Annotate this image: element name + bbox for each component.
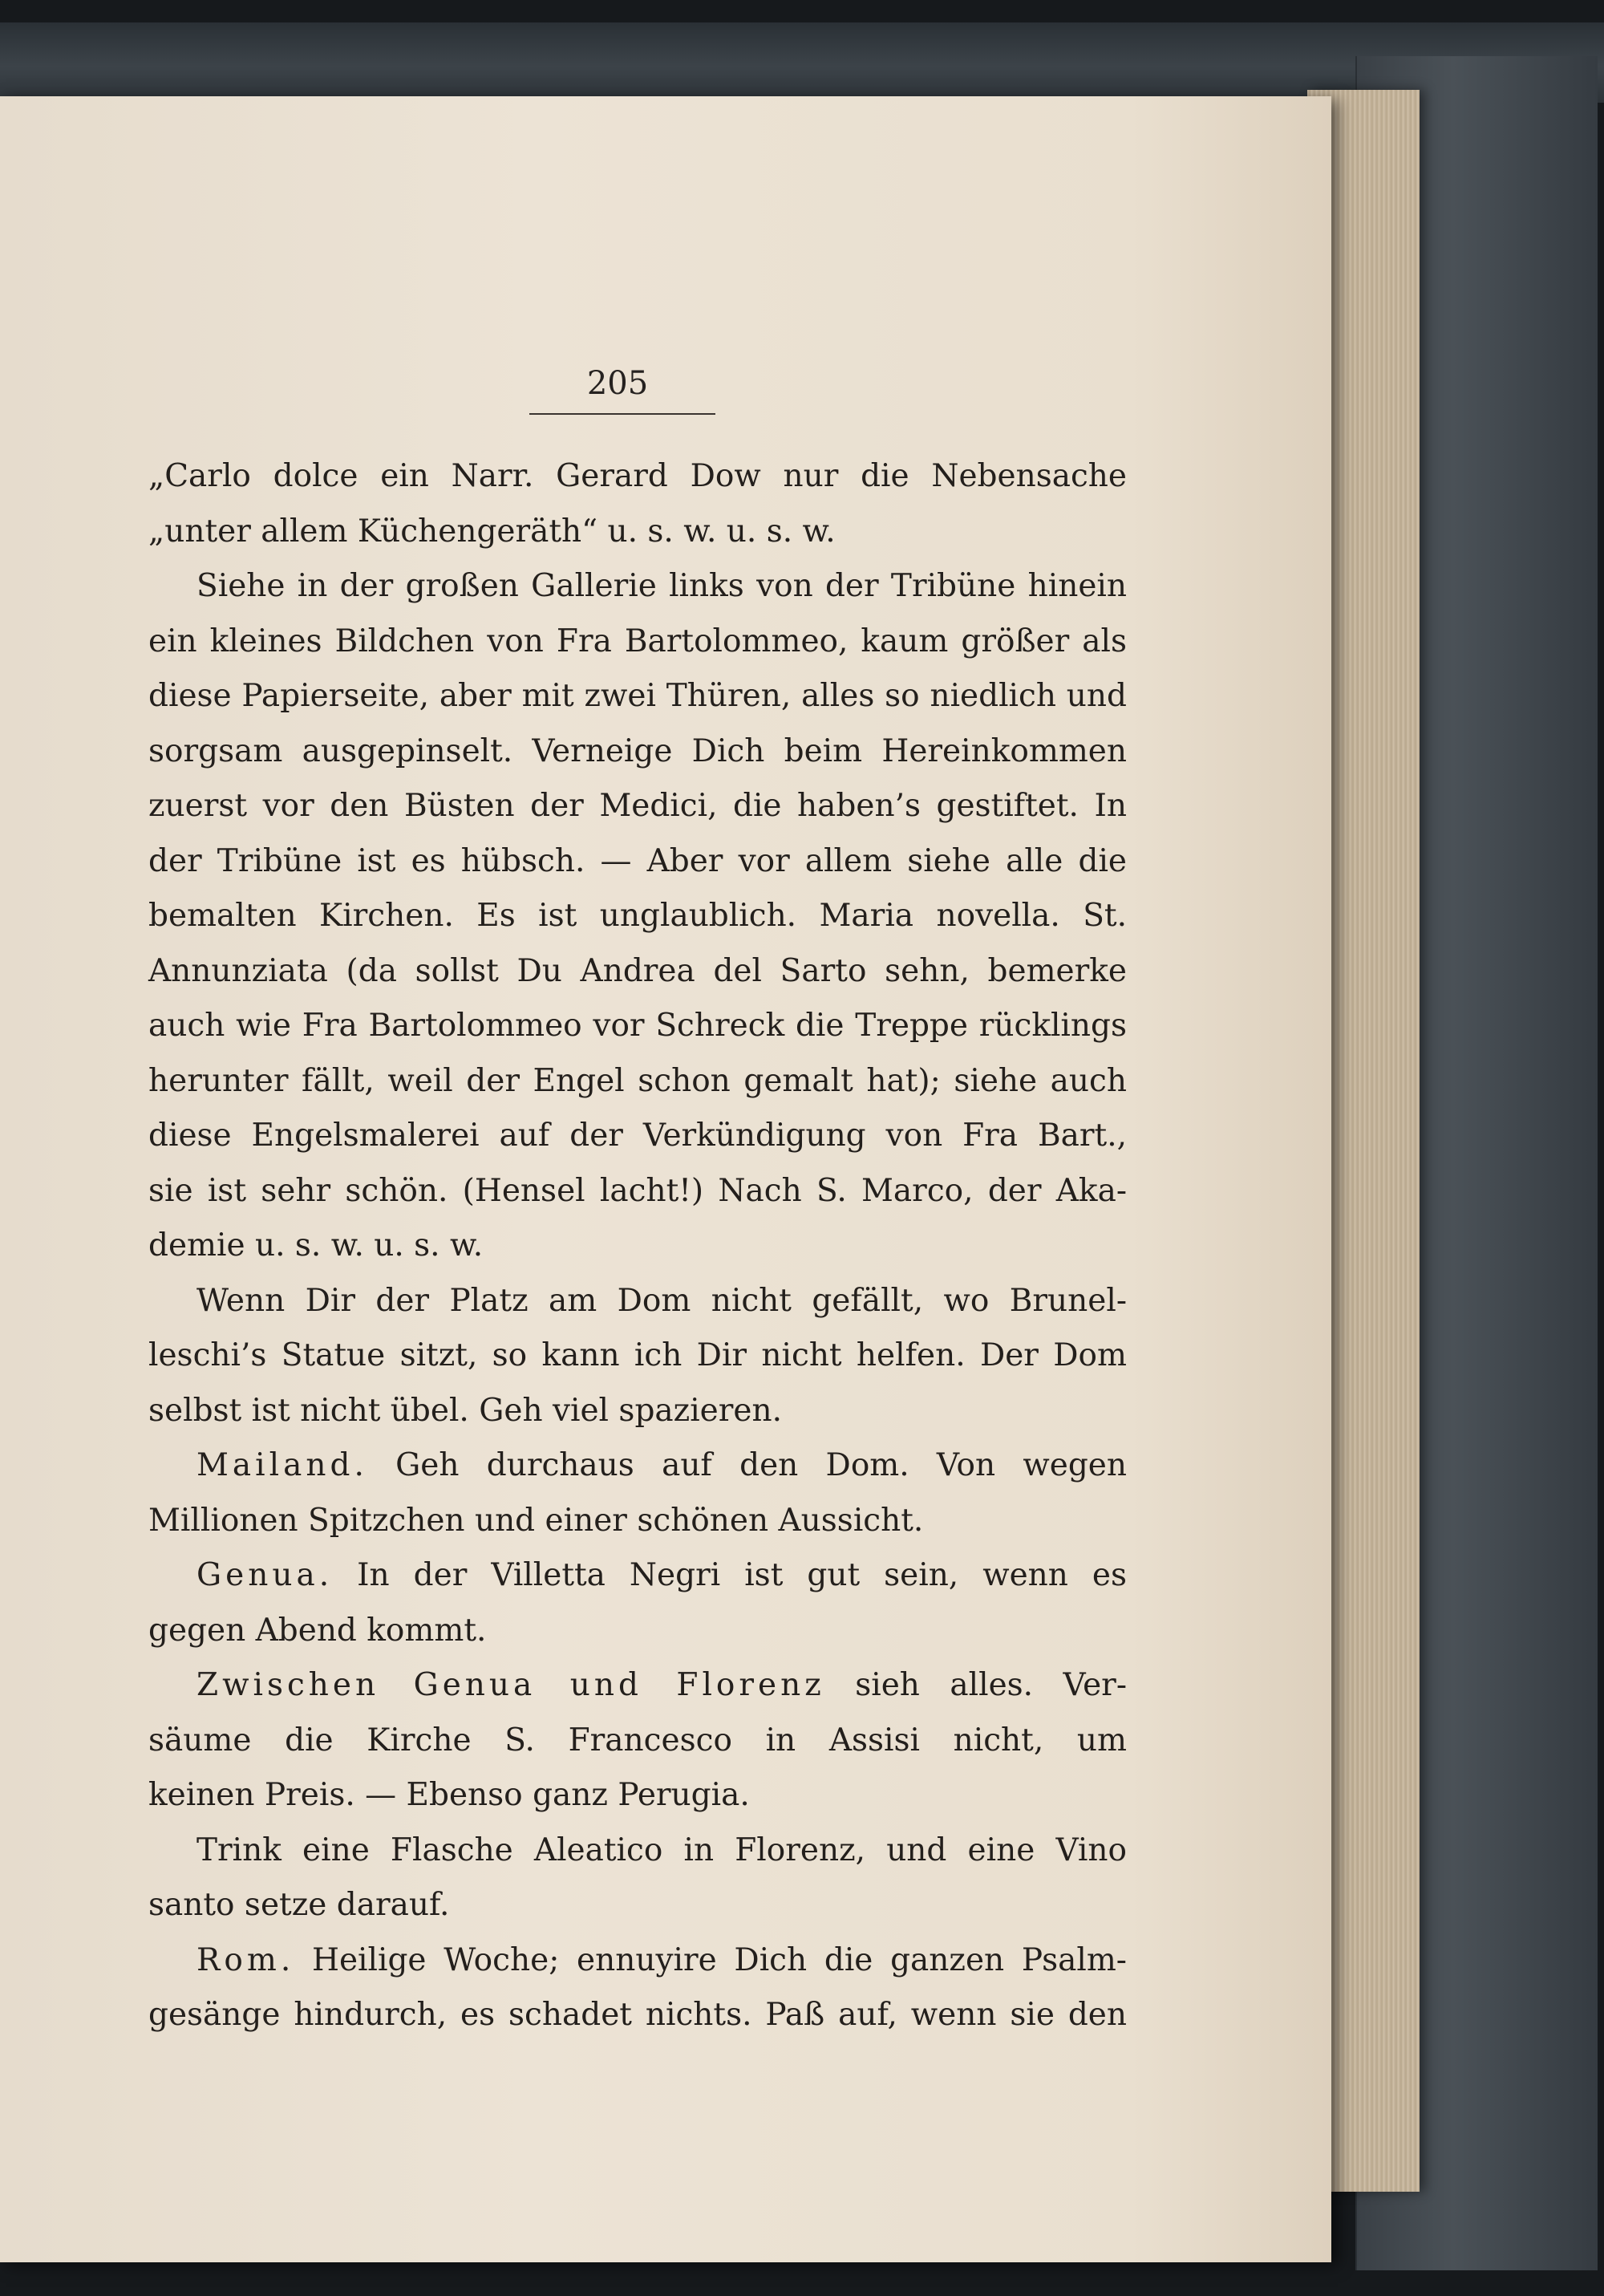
text-line: herunter fällt, weil der Engel schon gemalt hat); siehe auch [148,1062,1127,1099]
text-line: Annunziata (da sollst Du Andrea del Sarto sehn, bemerke [148,952,1127,989]
text-line: demie u. s. w. u. s. w. [148,1227,484,1264]
text-line: keinen Preis. — Ebenso ganz Perugia. [148,1777,750,1813]
text-line: diese Engelsmalerei auf der Verkündigung von Fra Bart., [148,1118,1127,1154]
text-line: Wenn Dir der Platz am Dom nicht gefällt, wo Brunel- [196,1282,1127,1319]
text-line: Mailand. Geh durchaus auf den Dom. Von wegen [196,1447,1127,1483]
text-line: der Tribüne ist es hübsch. — Aber vor allem siehe alle die [148,842,1127,879]
page-number: 205 [586,365,649,402]
text-line: bemalten Kirchen. Es ist unglaublich. Maria novella. St. [148,898,1127,934]
text-line: santo setze darauf. [148,1887,450,1923]
body-text [148,449,1127,2043]
text-line: gesänge hindurch, es schadet nichts. Paß auf, wenn sie den [148,1997,1127,2033]
text-line: zuerst vor den Büsten der Medici, die haben’s gestiftet. In [148,788,1127,824]
text-line: selbst ist nicht übel. Geh viel spazieren. [148,1392,782,1429]
text-line: Zwischen Genua und Florenz sieh alles. Ver- [196,1667,1127,1703]
text-line: Rom. Heilige Woche; ennuyire Dich die ganzen Psalm- [196,1941,1127,1978]
text-line: „unter allem Küchengeräth“ u. s. w. u. s. w. [148,513,836,550]
header-rule [529,413,715,415]
text-line: Millionen Spitzchen und einer schönen Aussicht. [148,1502,924,1539]
text-line: gegen Abend kommt. [148,1612,487,1649]
text-line: auch wie Fra Bartolommeo vor Schreck die Treppe rücklings [148,1008,1127,1044]
place-heading: Mailand. [196,1447,368,1483]
place-heading: Rom. [196,1941,295,1978]
text-line: leschi’s Statue sitzt, so kann ich Dir nicht helfen. Der Dom [148,1337,1127,1373]
place-heading: Zwischen Genua und Florenz [196,1667,825,1703]
place-heading: Genua. [196,1557,334,1593]
text-line: säume die Kirche S. Francesco in Assisi nicht, um [148,1722,1127,1759]
text-line: Trink eine Flasche Aleatico in Florenz, und eine Vino [196,1832,1127,1868]
text-line: ein kleines Bildchen von Fra Bartolommeo, kaum größer als [148,623,1127,659]
text-line: diese Papierseite, aber mit zwei Thüren, alles so niedlich und [148,678,1127,714]
text-line: sorgsam ausgepinselt. Verneige Dich beim Hereinkommen [148,732,1127,769]
text-line: „Carlo dolce ein Narr. Gerard Dow nur die Nebensache [148,458,1127,494]
book-page [0,96,1331,2262]
text-line: Genua. In der Villetta Negri ist gut sein, wenn es [196,1557,1127,1593]
text-line: sie ist sehr schön. (Hensel lacht!) Nach S. Marco, der Aka- [148,1172,1127,1209]
text-line: Siehe in der großen Gallerie links von der Tribüne hinein [196,568,1127,604]
